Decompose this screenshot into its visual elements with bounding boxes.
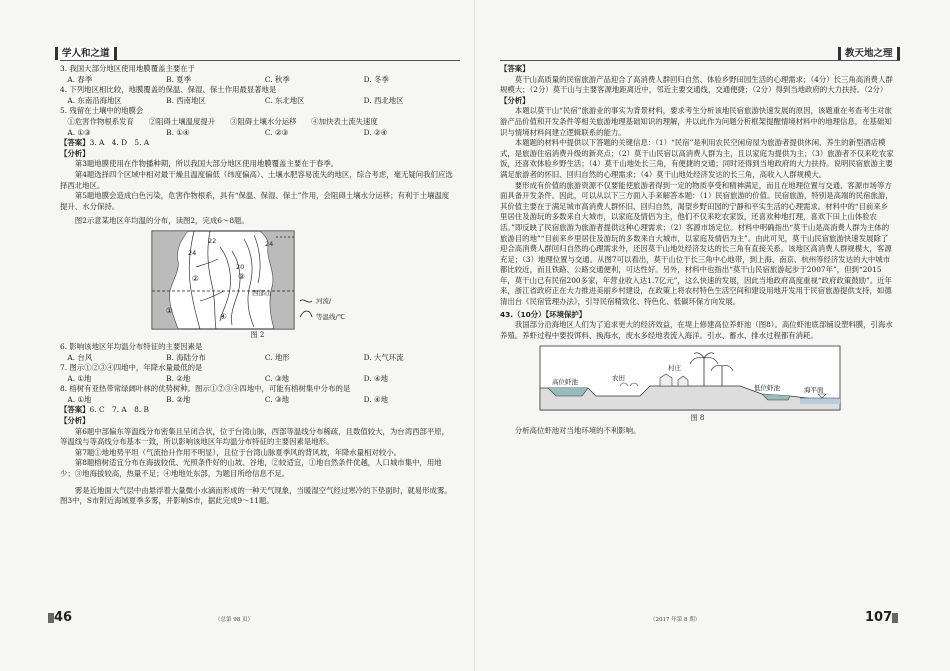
analysis-2-label: 【分析】 <box>60 416 90 426</box>
analysis-1-para: 第5题地膜会造成白色污染，危害作物根系，具有“保温、保湿、保土”作用，会阻碍土壤水分运移；有利于土壤温度提升、水分保持。 <box>60 191 450 211</box>
q8-option-b: B. ②地 <box>166 394 191 404</box>
q8-option-a: A. ①地 <box>67 394 92 404</box>
q43-title: 43.（10分）【环境保护】 <box>500 309 587 319</box>
right-analysis-label: 【分析】 <box>500 95 530 105</box>
site-2: ② <box>192 273 199 283</box>
q7-stem: 7. 图示①②③④四地中，年降水量最低的是 <box>60 363 203 373</box>
map-intro: 图2示意某地区年均温的分布，读图2，完成6～8题。 <box>74 216 249 226</box>
q3-option-b: B. 夏季 <box>166 74 192 84</box>
q7-option-b: B. ②地 <box>166 373 191 383</box>
answer-1-value: 3. A 4. D 5. A <box>89 138 150 148</box>
label-farmland: 农田 <box>612 374 625 383</box>
isotherm-label-22: 22 <box>208 236 217 245</box>
left-page-number-text: 46 <box>54 610 73 625</box>
q5-option-a: A. ①③ <box>67 127 91 137</box>
right-page-number-text: 107 <box>865 610 893 625</box>
left-header-label: 学人和之道 <box>55 47 117 60</box>
site-1: ① <box>166 305 173 315</box>
isotherm-label-20: 20 <box>236 262 245 271</box>
right-footer-issue: （2017 年第 8 期） <box>650 617 701 623</box>
q3-option-c: C. 秋季 <box>264 74 290 84</box>
analysis-2-para: 第6题中部偏东等温线分布密集且呈闭合状，位于台湾山脉，西部等温线分布稀疏，且数值较大，为台湾西部平原，等温线与等高线分布基本一致，所以影响该地区年均温分布特征的主要因素是地形。 <box>60 426 450 447</box>
q7-option-c: C. ③地 <box>264 373 289 383</box>
mountain-label: 西部山 <box>252 288 272 297</box>
label-sea-level: 海平面 <box>804 386 824 395</box>
right-column <box>500 64 895 437</box>
q7-option-a: A. ①地 <box>67 373 92 383</box>
analysis-1-para: 第4题选择四个区域中相对最干燥且温度偏低（纬度偏高）、土壤水肥容易流失的地区，综合考虑，毫无疑问我们应选择西北地区。 <box>60 169 453 190</box>
legend-isotherm: 等温线/℃ <box>316 312 345 321</box>
label-high-pond: 高位虾池 <box>552 378 578 387</box>
q4-option-a: A. 东南沿海地区 <box>67 95 122 105</box>
site-4: ④ <box>220 311 227 321</box>
figure-8-caption: 图 8 <box>690 414 705 423</box>
q3-stem: 3. 我国大部分地区使用地膜覆盖主要在于 <box>60 64 196 73</box>
q6-option-b: B. 海陆分布 <box>166 352 206 362</box>
q5-items: ①危害作物根系发育 ②阻碍土壤温度提升 ③阻碍土壤水分运移 ④加快表土流失速度 <box>67 116 378 126</box>
q6-option-a: A. 台风 <box>67 352 93 362</box>
right-analysis-para: 本题以莫干山“民宿”旅游业的事实为背景材料，要求考生分析该地民宿旅游快速发展的原因，该题重在考查考生对旅游产品价值和开发条件等相关旅游地理基础知识的理解，并以此作为问题分析框架提醒情境材料中的地理信息，在基础知识与情境材料间建立逻辑联系的能力。 <box>500 106 892 137</box>
q5-stem: 5. 残留在土壤中的地膜会 <box>60 106 144 116</box>
q8-option-d: D. ④地 <box>363 394 389 404</box>
answer-1-label: 【答案】 <box>60 138 90 148</box>
q3-option-d: D. 冬季 <box>363 74 389 84</box>
right-answer-label: 【答案】 <box>500 64 530 73</box>
q4-option-b: B. 西南地区 <box>166 95 206 105</box>
q3-option-a: A. 春季 <box>67 74 93 84</box>
isotherm-label-24b: 24 <box>265 239 274 248</box>
q8-option-c: C. ③地 <box>264 394 289 404</box>
analysis-1-label: 【分析】 <box>60 148 90 158</box>
q5-option-d: D. ②④ <box>363 127 388 137</box>
left-footer-issue: （总第 98 页） <box>215 617 253 623</box>
answer-2-label: 【答案】 <box>60 405 90 415</box>
q43-text: 我国部分沿海地区人们为了追求更大的经济效益，在堤上修建高位养虾池（图8）。高位虾池底部铺设塑料膜，引海水养殖。养虾过程中要投饵料、换海水，废水多经地表流入海洋。引水、蓄水、排水过程都有消耗。 <box>500 320 893 340</box>
isotherm-label-24a: 24 <box>188 248 197 257</box>
label-low-pond: 低位虾池 <box>754 384 780 393</box>
page-number-bar <box>892 613 898 623</box>
q4-option-c: C. 东北地区 <box>264 95 305 105</box>
figure-8-diagram <box>500 344 895 414</box>
right-analysis-para: 要形成有价值的旅游资源不仅要能使旅游者得到一定的物质享受和精神满足，而且在地理位置与交通、客源市场等方面具备开发条件。因此，可以从以下三方面入手来解答本题：（1）民宿旅游的价值。民宿旅游，特别是高端的民宿旅游，其价值主要在于满足城市高消费人群怀旧、回归自然，渴望乡野田园的宁静和平实生活的心理需求。材料中的“目前来乡里居住及游玩的多数来自大城市，以家庭及情侣为主，他们不仅来吃农家饭，还喜欢种地打理，喜欢下田上山体验农活。”即反映了民宿旅游为旅游者提供这种心理需求；（2）客源市场定位。材料中明确指出“莫干山是高消费人群为主体的旅游目的地”“目前来乡里居住及游玩的多数来自大城市，以家庭及情侣为主”。由此可见，莫干山民宿旅游快速发展除了迎合高消费人群回归自然的心理需求外，还因莫干山地处经济发达的长三角有直接关系。该地区高消费人群规模大，客源充足；（3）地理位置与交通。从图7可以看出，莫干山位于长三角中心地带，到上海、南京、杭州等经济发达的大中城市都比较近，而且铁路、公路交通便利，可达性好。另外，材料中也指出“莫干山民宿旅游起步于2007年”，但到“2015年，莫干山已有民宿200多家，年营业收入达1.7亿元”，这么快速的发展，因此当地政府高度重视“政府政策鼓励”。近年来，浙江省政府正在大力推进美丽乡村建设，在政策上将农村特色生活空间和建设用地开发用于民宿旅游提供支持，如德清出台《民宿管理办法》，引导民宿精致化、特色化、低碳环保方向发展。 <box>500 180 893 307</box>
q7-option-d: D. ④地 <box>363 373 389 383</box>
q5-option-c: C. ②③ <box>264 127 289 137</box>
legend-river: 河流/ <box>316 296 332 305</box>
right-page-number <box>865 611 898 625</box>
q8-stem: 8. 榕树有亚热带常绿阔叶林的优势树种。图示①②③④四地中，可能有榕树集中分布的是 <box>60 384 351 394</box>
analysis-1-para: 第3题地膜使用在作物播种期，所以我国大部分地区使用地膜覆盖主要在于春季。 <box>74 159 339 169</box>
site-3: ③ <box>238 271 245 281</box>
q5-option-b: B. ①④ <box>166 127 190 137</box>
q4-stem: 4. 下列地区相比较，地膜覆盖的保温、保湿、保土作用最显著地是 <box>60 85 277 95</box>
answer-2-value: 6. C 7. A 8. B <box>89 405 149 415</box>
analysis-2-para: 第7题①地地势平坦（气流抬升作用不明显），且位于台湾山脉夏季风的背风坡，年降水量相对较小。 <box>74 447 401 457</box>
analysis-2-para: 第8题榕树适宜分布在海拔较低、光照条件好的山坡、谷地，②较适宜，①地自然条件优越，人口城市集中，用地少；③地海拔较高，热量不足；④地地处东部，为题目所给信息不足。 <box>60 458 442 479</box>
figure-2-caption: 图 2 <box>250 330 265 339</box>
right-analysis-para: 本题题的材料中提供以下答题的关键信息：（1）“民宿”是利用农民空闲房屋为旅游者提供休闲、养生的新型酒店模式，是旅游住宿消费升级的新亮点；（2）莫干山民宿以高消费人群为主，且以家庭为提供为主；（3）旅游者不仅来吃农家饭，还喜欢体验乡野生活；（4）莫干山地处长三角，有便捷的交通；同时还得到当地政府的大力扶持。说明民宿旅游主要满足旅游者的怀旧、回归自然的心理需求；（4）莫干山地处经济发达的长三角，高收入人群规模大。 <box>500 138 894 179</box>
q9-intro: 雾是近地面大气层中由悬浮着大量微小水滴而形成的一种天气现象，当暖湿空气经过寒冷的下垫面时，就易形成雾。图3中，S市附近海域夏季多雾，并影响S市，据此完成9～11题。 <box>60 485 452 506</box>
q6-option-d: D. 大气环流 <box>363 352 404 362</box>
right-header-label: 教天地之理 <box>838 47 900 60</box>
right-header-rule <box>500 60 900 61</box>
q6-option-c: C. 地形 <box>264 352 290 362</box>
q4-option-d: D. 西北地区 <box>363 95 404 105</box>
q6-stem: 6. 影响该地区年均温分布特征的主要因素是 <box>60 341 203 351</box>
q43-question: 分析高位虾池对当地环境的不利影响。 <box>514 426 641 436</box>
label-village: 村庄 <box>668 364 681 373</box>
figure-8 <box>500 344 895 424</box>
right-answer-text: 莫干山高质量的民宿旅游产品迎合了高消费人群回归自然、体验乡野田园生活的心理需求；（4分）长三角高消费人群规模大；（2分）莫干山与主要客源地距离近中，邻近主要交通线，交通便捷；（2分）得到当地政府的大力扶持。（2分） <box>500 74 893 95</box>
